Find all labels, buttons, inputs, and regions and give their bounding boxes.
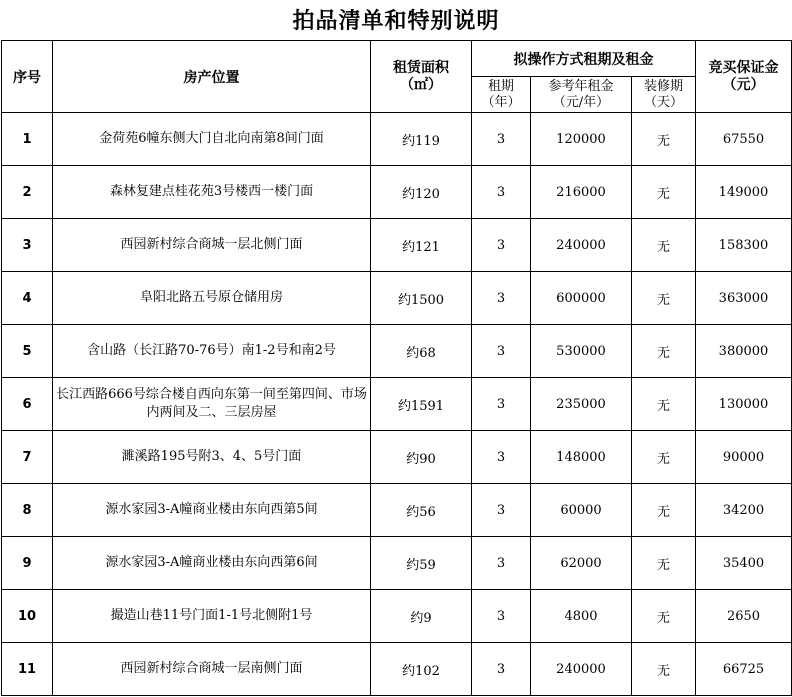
cell-deposit: 380000 <box>696 325 792 378</box>
cell-rent: 530000 <box>531 325 632 378</box>
cell-rent: 235000 <box>531 378 632 431</box>
table-row <box>2 378 792 431</box>
cell-decor: 无 <box>632 113 696 166</box>
cell-area: 约119 <box>371 113 472 166</box>
cell-term: 3 <box>472 113 531 166</box>
table-row <box>2 325 792 378</box>
cell-no: 4 <box>2 272 53 325</box>
cell-decor: 无 <box>632 590 696 643</box>
cell-no: 9 <box>2 537 53 590</box>
cell-no: 7 <box>2 431 53 484</box>
cell-location: 金荷苑6幢东侧大门自北向南第8间门面 <box>53 113 371 166</box>
cell-deposit: 66725 <box>696 643 792 696</box>
cell-no: 2 <box>2 166 53 219</box>
cell-location: 含山路（长江路70-76号）南1-2号和南2号 <box>53 325 371 378</box>
table-row <box>2 537 792 590</box>
cell-rent: 240000 <box>531 643 632 696</box>
cell-term: 3 <box>472 537 531 590</box>
header-deposit <box>696 41 792 113</box>
cell-location: 濉溪路195号附3、4、5号门面 <box>53 431 371 484</box>
cell-area: 约1591 <box>371 378 472 431</box>
header-lease-group: 拟操作方式租期及租金 <box>472 41 696 77</box>
cell-area: 约68 <box>371 325 472 378</box>
cell-term: 3 <box>472 643 531 696</box>
cell-area: 约102 <box>371 643 472 696</box>
cell-deposit: 158300 <box>696 219 792 272</box>
cell-decor: 无 <box>632 272 696 325</box>
cell-no: 5 <box>2 325 53 378</box>
auction-items-table <box>1 40 792 696</box>
cell-deposit: 149000 <box>696 166 792 219</box>
cell-rent: 240000 <box>531 219 632 272</box>
cell-term: 3 <box>472 431 531 484</box>
cell-no: 6 <box>2 378 53 431</box>
header-decor <box>632 77 696 113</box>
table-row <box>2 643 792 696</box>
cell-deposit: 90000 <box>696 431 792 484</box>
cell-decor: 无 <box>632 643 696 696</box>
cell-rent: 4800 <box>531 590 632 643</box>
cell-deposit: 67550 <box>696 113 792 166</box>
cell-area: 约90 <box>371 431 472 484</box>
cell-location: 森林复建点桂花苑3号楼西一楼门面 <box>53 166 371 219</box>
header-term-line1: 租期 <box>487 78 514 94</box>
cell-location: 源水家园3-A幢商业楼由东向西第6间 <box>53 537 371 590</box>
header-area-line1: 租赁面积 <box>393 59 449 76</box>
cell-decor: 无 <box>632 537 696 590</box>
cell-no: 10 <box>2 590 53 643</box>
cell-decor: 无 <box>632 219 696 272</box>
cell-area: 约9 <box>371 590 472 643</box>
cell-term: 3 <box>472 325 531 378</box>
cell-no: 8 <box>2 484 53 537</box>
cell-term: 3 <box>472 484 531 537</box>
cell-location: 撮造山巷11号门面1-1号北侧附1号 <box>53 590 371 643</box>
cell-term: 3 <box>472 590 531 643</box>
cell-area: 约120 <box>371 166 472 219</box>
header-row-top <box>2 41 792 77</box>
cell-deposit: 363000 <box>696 272 792 325</box>
cell-no: 1 <box>2 113 53 166</box>
cell-area: 约59 <box>371 537 472 590</box>
cell-rent: 60000 <box>531 484 632 537</box>
header-term <box>472 77 531 113</box>
cell-rent: 62000 <box>531 537 632 590</box>
cell-decor: 无 <box>632 378 696 431</box>
cell-no: 11 <box>2 643 53 696</box>
cell-term: 3 <box>472 378 531 431</box>
header-rent-line1: 参考年租金 <box>548 78 614 94</box>
header-location: 房产位置 <box>53 41 371 113</box>
page-title: 拍品清单和特别说明 <box>292 9 500 34</box>
cell-decor: 无 <box>632 431 696 484</box>
cell-decor: 无 <box>632 484 696 537</box>
cell-area: 约121 <box>371 219 472 272</box>
table-row <box>2 166 792 219</box>
header-decor-line1: 装修期 <box>643 78 683 94</box>
cell-term: 3 <box>472 272 531 325</box>
cell-area: 约1500 <box>371 272 472 325</box>
table-row <box>2 113 792 166</box>
cell-term: 3 <box>472 166 531 219</box>
cell-location: 源水家园3-A幢商业楼由东向西第5间 <box>53 484 371 537</box>
table-row <box>2 219 792 272</box>
table-row <box>2 484 792 537</box>
table-row <box>2 272 792 325</box>
header-area <box>371 41 472 113</box>
header-term-line2: （年） <box>481 94 521 110</box>
header-rent-line2: （元/年） <box>552 94 610 110</box>
cell-area: 约56 <box>371 484 472 537</box>
cell-rent: 120000 <box>531 113 632 166</box>
table-row <box>2 431 792 484</box>
table-row <box>2 590 792 643</box>
cell-decor: 无 <box>632 166 696 219</box>
cell-rent: 148000 <box>531 431 632 484</box>
cell-deposit: 2650 <box>696 590 792 643</box>
header-seq: 序号 <box>2 41 53 113</box>
cell-location: 阜阳北路五号原仓储用房 <box>53 272 371 325</box>
cell-term: 3 <box>472 219 531 272</box>
cell-deposit: 34200 <box>696 484 792 537</box>
cell-location: 西园新村综合商城一层南侧门面 <box>53 643 371 696</box>
header-area-line2: （㎡） <box>400 76 442 93</box>
cell-decor: 无 <box>632 325 696 378</box>
cell-deposit: 35400 <box>696 537 792 590</box>
cell-location: 长江西路666号综合楼自西向东第一间至第四间、市场内两间及二、三层房屋 <box>53 378 371 431</box>
cell-rent: 600000 <box>531 272 632 325</box>
header-rent <box>531 77 632 113</box>
cell-rent: 216000 <box>531 166 632 219</box>
cell-location: 西园新村综合商城一层北侧门面 <box>53 219 371 272</box>
header-decor-line2: （天） <box>643 94 683 110</box>
cell-deposit: 130000 <box>696 378 792 431</box>
header-deposit-line2: （元） <box>722 76 765 93</box>
cell-no: 3 <box>2 219 53 272</box>
header-deposit-line1: 竞买保证金 <box>708 59 779 76</box>
